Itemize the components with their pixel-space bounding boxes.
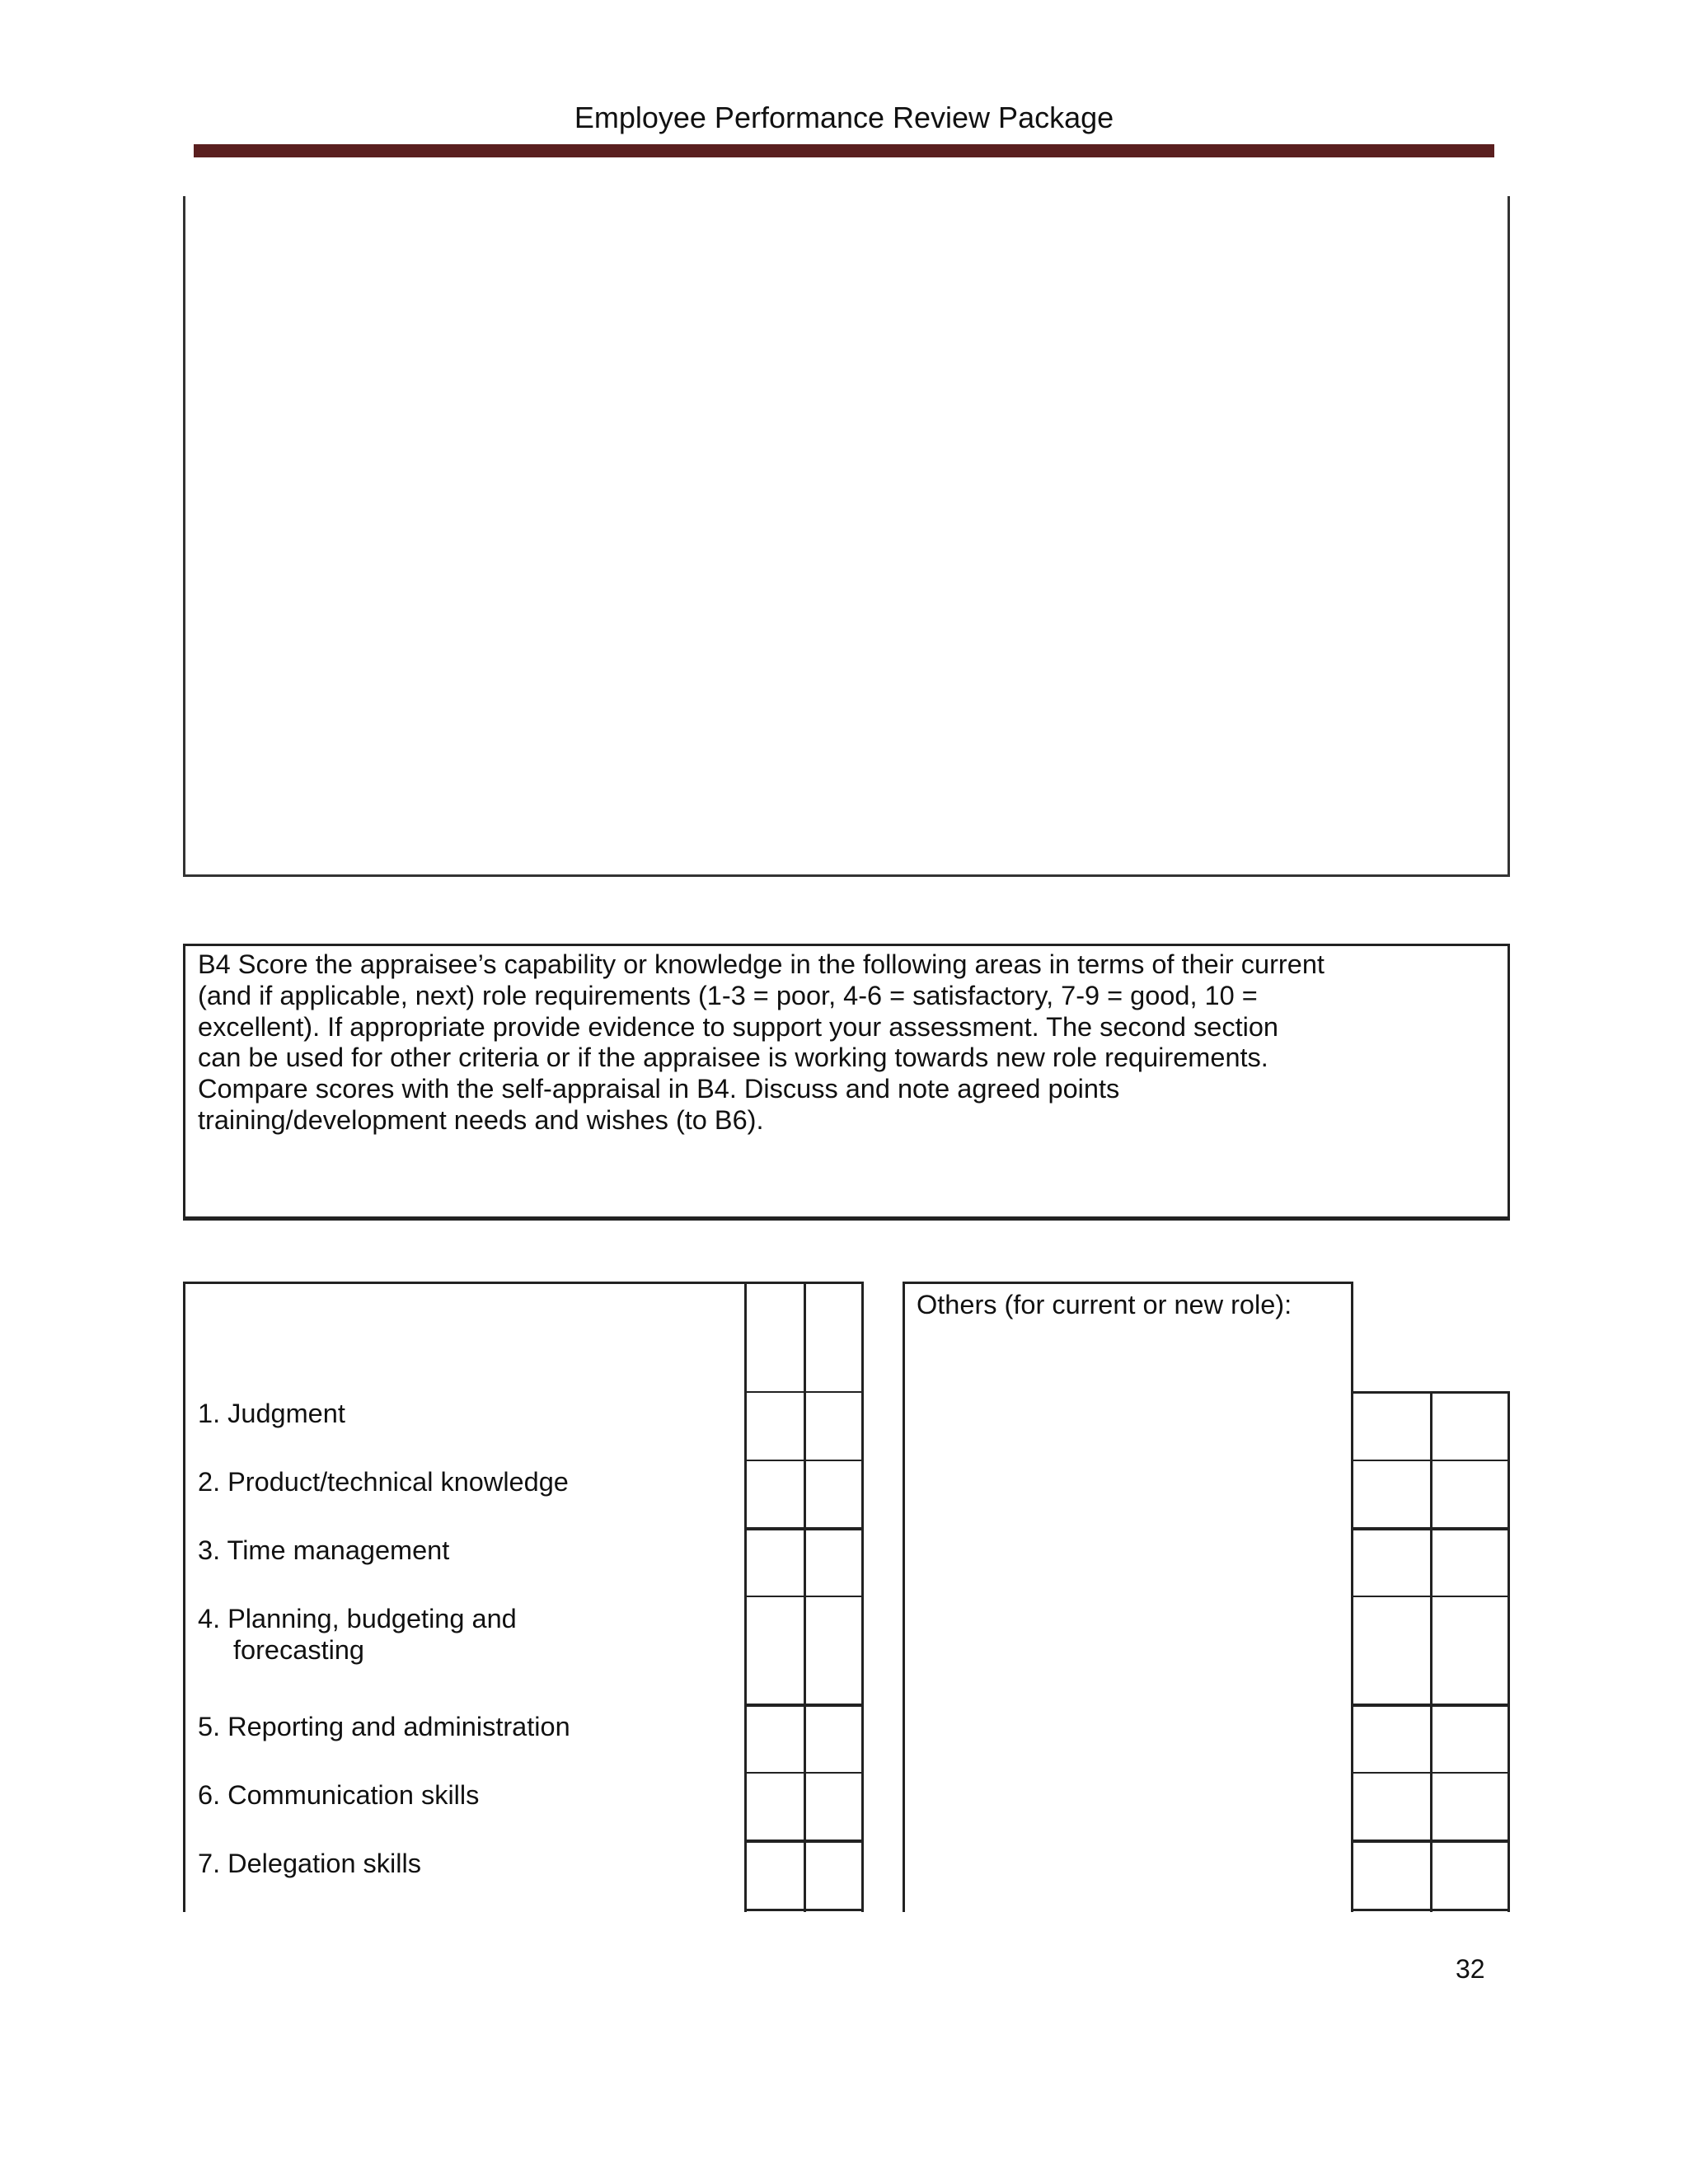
score-row-divider: [744, 1772, 864, 1774]
b4-line: Compare scores with the self-appraisal in B4. Discuss and note agreed points: [198, 1074, 1120, 1104]
b4-instructions: [198, 949, 1368, 1137]
skill-planning-budgeting-continued: forecasting: [233, 1635, 364, 1665]
score-col-divider: [1507, 1391, 1510, 1912]
table-border-left: [183, 1282, 185, 1912]
score-row-divider: [744, 1460, 864, 1461]
score-row-divider: [1351, 1909, 1510, 1911]
skill-communication: 6. Communication skills: [198, 1780, 480, 1810]
page-number: 32: [1456, 1954, 1485, 1984]
skill-delegation: 7. Delegation skills: [198, 1849, 421, 1878]
skill-reporting-administration: 5. Reporting and administration: [198, 1712, 570, 1741]
others-label: Others (for current or new role):: [917, 1290, 1292, 1319]
b4-line: training/development needs and wishes (to B6).: [198, 1104, 764, 1135]
b4-line: B4 Score the appraisee’s capability or knowledge in the following areas in terms of their current: [198, 949, 1325, 979]
skill-planning-budgeting: 4. Planning, budgeting and: [198, 1604, 517, 1633]
score-row-divider: [1351, 1391, 1510, 1394]
b4-line: can be used for other criteria or if the appraisee is working towards new role requirements.: [198, 1043, 1268, 1073]
score-col-divider: [1430, 1391, 1432, 1912]
score-row-divider: [1351, 1840, 1510, 1843]
score-row-divider: [744, 1596, 864, 1597]
score-row-divider: [744, 1527, 864, 1530]
table-border-left: [903, 1282, 905, 1912]
skill-time-management: 3. Time management: [198, 1535, 450, 1565]
score-row-divider: [744, 1840, 864, 1843]
score-row-divider: [1351, 1527, 1510, 1530]
score-row-divider: [1351, 1704, 1510, 1707]
others-entry-area[interactable]: [907, 1327, 1348, 1904]
score-row-divider: [744, 1909, 864, 1911]
score-row-divider: [1351, 1460, 1510, 1461]
b4-line: (and if applicable, next) role requirements (1-3 = poor, 4-6 = satisfactory, 7-9 = good, 10 =: [198, 980, 1258, 1010]
score-cell[interactable]: [806, 1393, 861, 1460]
header-rule: [194, 144, 1494, 157]
comments-box[interactable]: [183, 196, 1510, 877]
score-row-divider: [1351, 1596, 1510, 1597]
table-border-top: [903, 1282, 1353, 1284]
score-row-divider: [1351, 1772, 1510, 1774]
b4-line: excellent). If appropriate provide evidence to support your assessment. The second section: [198, 1011, 1278, 1042]
score-cell[interactable]: [747, 1393, 804, 1460]
table-border-top: [183, 1282, 864, 1284]
page-header-title: Employee Performance Review Package: [574, 101, 1114, 134]
score-row-divider: [744, 1704, 864, 1707]
skill-product-technical-knowledge: 2. Product/technical knowledge: [198, 1467, 569, 1497]
skill-judgment: 1. Judgment: [198, 1399, 345, 1428]
